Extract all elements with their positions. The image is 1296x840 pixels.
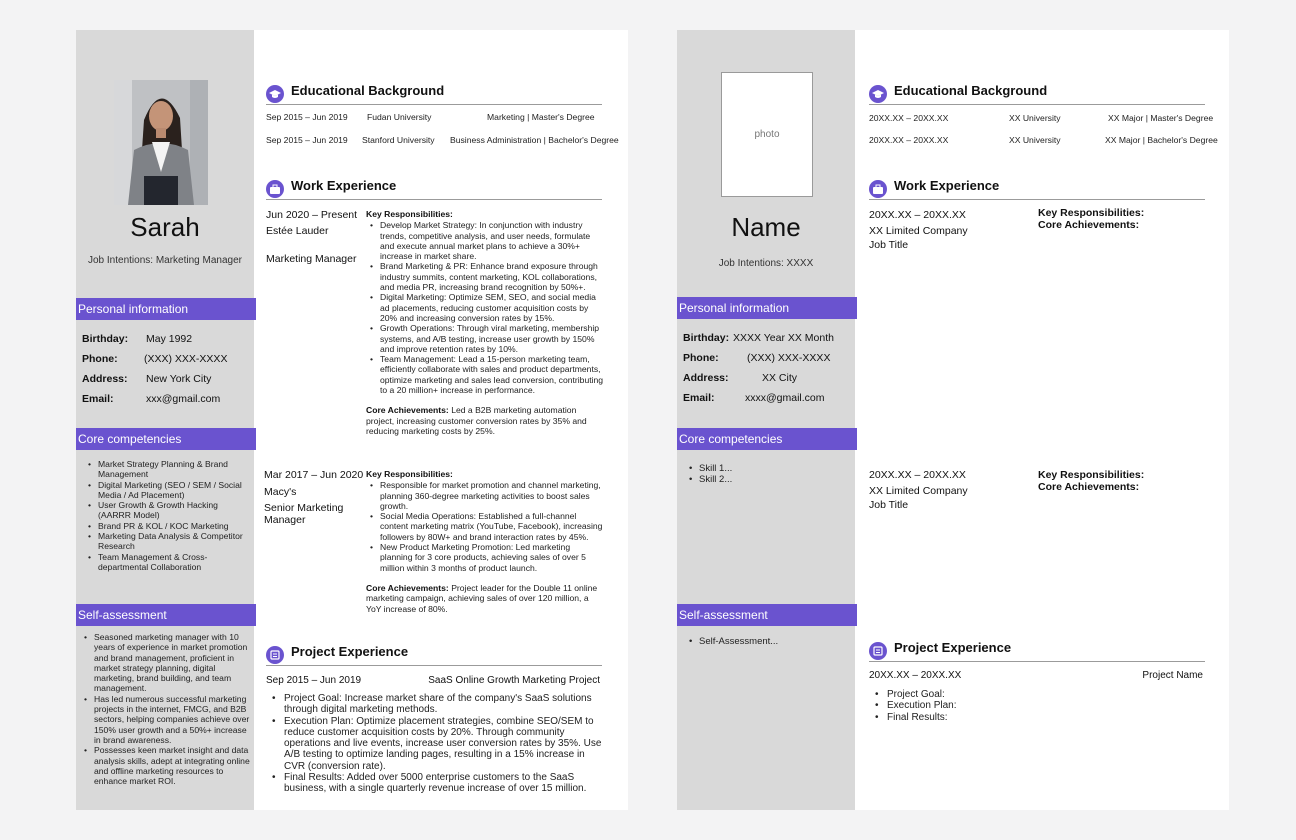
core-competencies-heading: Core competencies (76, 428, 256, 450)
responsibilities-label: Key Responsibilities: (366, 209, 453, 219)
competencies-list (86, 459, 246, 572)
info-email: Email: xxx@gmail.com (82, 393, 221, 405)
competencies-list (687, 463, 847, 485)
education-section-header (266, 83, 602, 105)
info-birthday: Birthday: XXXX Year XX Month (683, 332, 834, 344)
profile-photo (114, 80, 208, 205)
list-item: • Final Results: (869, 712, 1205, 723)
job-company: Estée Lauder (266, 225, 329, 237)
education-heading: Educational Background (894, 83, 1048, 98)
core-competencies-heading: Core competencies (677, 428, 857, 450)
responsibilities-label: Key Responsibilities: (1038, 469, 1145, 481)
info-birthday: Birthday: May 1992 (82, 333, 193, 345)
education-section-header (869, 83, 1205, 105)
list-item: • Self-Assessment... (687, 636, 847, 647)
template-resume-page (677, 30, 1229, 810)
job-intentions: Job Intentions: Marketing Manager (88, 255, 242, 266)
info-phone: Phone: (XXX) XXX-XXXX (82, 353, 228, 365)
list-item: • Marketing Data Analysis & Competitor Research (86, 531, 246, 552)
project-heading: Project Experience (291, 644, 409, 659)
list-item: • New Product Marketing Promotion: Led marketing planning for 3 core products, achieving sales of over 5 million within 3 months of product launch. (366, 542, 604, 573)
education-heading: Educational Background (291, 83, 445, 98)
self-assessment-heading: Self-assessment (76, 604, 256, 626)
list-item: • Team Management: Lead a 15-person marketing team, efficiently collaborate with sales and product departments, optimize marketing and sales lead conversion, contributing to a 20 million+ increase in performance. (366, 354, 604, 395)
self-assessment-heading: Self-assessment (677, 604, 857, 626)
job-title: Job Title (869, 499, 909, 511)
briefcase-icon (869, 180, 887, 198)
job-date: Jun 2020 – Present (266, 209, 358, 221)
job-date: Mar 2017 – Jun 2020 (264, 469, 364, 481)
self-assessment-list (82, 632, 252, 786)
job-date: 20XX.XX – 20XX.XX (869, 469, 966, 481)
list-item: • Growth Operations: Through viral marketing, membership systems, and A/B testing, increase user growth by 150% and improve retention rates by 10%. (366, 323, 604, 354)
list-item: • Execution Plan: Optimize placement strategies, combine SEO/SEM to reduce customer acquisition costs by 20%. Through community operations and live events, increase user conversion rates by 35%. Use A/B testing to optimize landing pages, resulting in a 15% increase in CVR (conversion rate). (266, 716, 602, 772)
responsibilities-label: Key Responsibilities: (366, 469, 453, 479)
job-title: Senior Marketing Manager (264, 502, 344, 526)
list-item: • Possesses keen market insight and data analysis skills, adept at integrating online and offline marketing resources to enhance market ROI. (82, 745, 252, 786)
responsibilities-label: Key Responsibilities: (1038, 207, 1145, 219)
edu-date: 20XX.XX – 20XX.XX (869, 135, 949, 145)
achievements: Core Achievements: Led a B2B marketing automation project, increasing customer conversion rates by 35% and reducing marketing costs by 25%. (366, 405, 587, 436)
edu-school: Stanford University (362, 135, 435, 145)
project-section-header (266, 644, 602, 666)
list-item: • User Growth & Growth Hacking (AARRR Model) (86, 500, 246, 521)
personal-info-heading: Personal information (76, 298, 256, 320)
edu-major: Marketing | Master's Degree (487, 112, 595, 122)
edu-date: 20XX.XX – 20XX.XX (869, 113, 949, 123)
project-list (266, 693, 602, 795)
list-item: • Skill 1... (687, 463, 847, 474)
edu-date: Sep 2015 – Jun 2019 (266, 112, 348, 122)
work-section-header (869, 178, 1205, 200)
list-item: • Final Results: Added over 5000 enterprise customers to the SaaS business, with a single quarterly revenue increase of over 15 million. (266, 772, 602, 795)
list-item: • Execution Plan: (869, 700, 1205, 711)
info-phone: Phone: (XXX) XXX-XXXX (683, 352, 831, 364)
list-item: • Develop Market Strategy: In conjunction with industry trends, competitive analysis, and user needs, formulate and execute annual market plans to achieve a 30%+ increase in market share. (366, 220, 604, 261)
edu-major: Business Administration | Bachelor's Degree (450, 135, 619, 145)
responsibilities-list (366, 480, 604, 573)
self-assessment-list (687, 636, 847, 647)
edu-school: XX University (1009, 135, 1061, 145)
personal-info-heading: Personal information (677, 297, 857, 319)
photo-placeholder: photo (721, 72, 813, 197)
work-section-header (266, 178, 602, 200)
list-item: • Digital Marketing: Optimize SEM, SEO, and social media ad placements, reducing customer acquisition costs by 20% and increasing conversion rates by 15%. (366, 292, 604, 323)
job-title: Job Title (869, 239, 909, 251)
job-company: XX Limited Company (869, 485, 968, 497)
edu-major: XX Major | Master's Degree (1108, 113, 1214, 123)
achievements: Core Achievements: Project leader for the Double 11 online marketing campaign, achieving sales of over 120 million, a YoY increase of 80%. (366, 582, 598, 614)
graduation-cap-icon (266, 85, 284, 103)
candidate-name: Name (731, 212, 801, 242)
info-address: Address: XX City (683, 372, 798, 384)
project-list (869, 689, 1205, 723)
project-row (266, 675, 600, 686)
list-item: • Project Goal: (869, 689, 1205, 700)
job-title: Marketing Manager (266, 253, 357, 265)
list-item: • Social Media Operations: Established a full-channel content marketing matrix (YouTube, Facebook), increasing followers by 80W+ and brand interaction rates by 45%. (366, 511, 604, 542)
info-email: Email: xxxx@gmail.com (683, 392, 825, 404)
project-icon (869, 642, 887, 660)
candidate-name: Sarah (130, 212, 200, 242)
project-date: 20XX.XX – 20XX.XX (869, 670, 962, 681)
list-item: • Team Management & Cross-departmental Collaboration (86, 552, 246, 573)
job-details (366, 469, 604, 614)
work-heading: Work Experience (894, 178, 1000, 193)
list-item: • Project Goal: Increase market share of the company's SaaS solutions through digital marketing methods. (266, 693, 602, 716)
achievements-label: Core Achievements: (1038, 481, 1140, 493)
edu-school: XX University (1009, 113, 1061, 123)
list-item: • Seasoned marketing manager with 10 years of experience in market promotion and brand management, proficient in market strategy planning, digital marketing, brand building, and team management. (82, 632, 252, 694)
list-item: • Responsible for market promotion and channel marketing, planning 360-degree marketing activities to boost sales growth. (366, 480, 604, 511)
list-item: • Brand PR & KOL / KOC Marketing (86, 521, 246, 531)
filled-resume-page (76, 30, 628, 810)
info-address: Address: New York City (82, 373, 212, 385)
project-name: SaaS Online Growth Marketing Project (428, 675, 600, 686)
project-row (869, 670, 1203, 681)
responsibilities-list (366, 220, 604, 395)
resume-sidebar (677, 30, 855, 810)
list-item: • Brand Marketing & PR: Enhance brand exposure through industry summits, content marketing, KOL collaborations, and media PR, increasing brand recognition by 50%+. (366, 261, 604, 292)
job-meta (266, 208, 357, 266)
job-company: Macy's (264, 486, 297, 498)
job-date: 20XX.XX – 20XX.XX (869, 209, 966, 221)
project-name: Project Name (1142, 670, 1203, 681)
job-company: XX Limited Company (869, 225, 968, 237)
graduation-cap-icon (869, 85, 887, 103)
edu-school: Fudan University (367, 112, 432, 122)
job-meta (264, 468, 363, 526)
work-heading: Work Experience (291, 178, 397, 193)
list-item: • Skill 2... (687, 474, 847, 485)
achievements-label: Core Achievements: (1038, 219, 1140, 231)
resume-main (266, 30, 628, 810)
list-item: • Has led numerous successful marketing projects in the internet, FMCG, and B2B sectors, helping companies achieve over 150% user growth and a 50%+ increase in brand awareness. (82, 694, 252, 745)
project-date: Sep 2015 – Jun 2019 (266, 675, 362, 686)
list-item: • Digital Marketing (SEO / SEM / Social Media / Ad Placement) (86, 480, 246, 501)
resume-main (869, 30, 1229, 810)
edu-date: Sep 2015 – Jun 2019 (266, 135, 348, 145)
list-item: • Market Strategy Planning & Brand Management (86, 459, 246, 480)
job-details (366, 209, 604, 436)
edu-major: XX Major | Bachelor's Degree (1105, 135, 1218, 145)
briefcase-icon (266, 180, 284, 198)
job-intentions: Job Intentions: XXXX (718, 258, 814, 269)
project-heading: Project Experience (894, 640, 1012, 655)
project-section-header (869, 640, 1205, 662)
project-icon (266, 646, 284, 664)
resume-sidebar (76, 30, 254, 810)
